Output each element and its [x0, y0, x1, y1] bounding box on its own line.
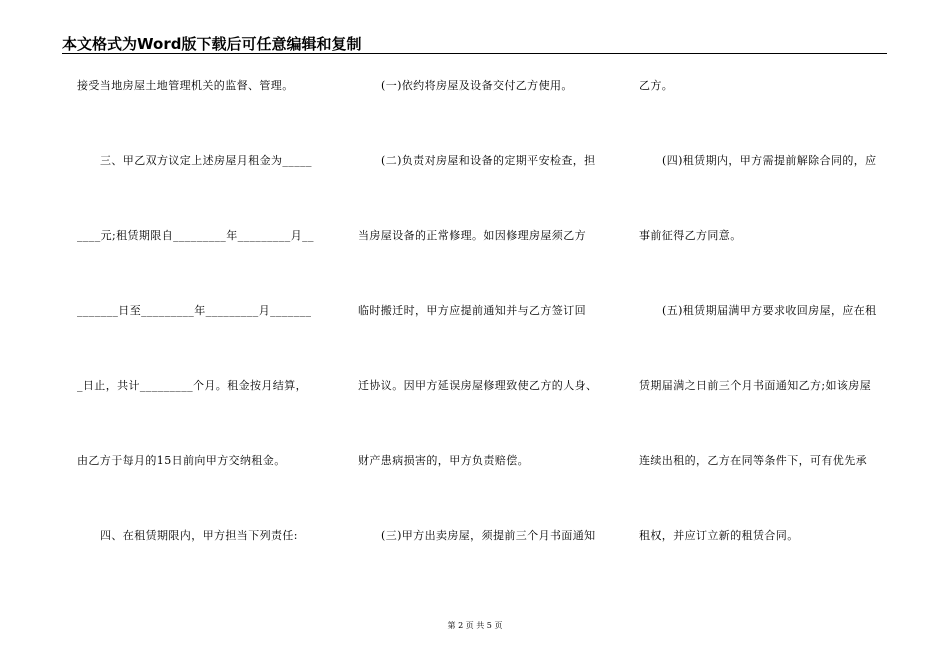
paragraph-line: 财产患病损害的，甲方负责赔偿。 — [358, 454, 529, 467]
paragraph-line: 租权，并应订立新的租赁合同。 — [639, 529, 799, 542]
paragraph-line: (二)负责对房屋和设备的定期平安检查，担 — [381, 154, 596, 167]
paragraph-line: (三)甲方出卖房屋，须提前三个月书面通知 — [381, 529, 596, 542]
paragraph-line: 乙方。 — [639, 79, 674, 92]
paragraph-line: 当房屋设备的正常修理。如因修理房屋须乙方 — [358, 229, 586, 242]
paragraph-line: (四)租赁期内，甲方需提前解除合同的，应 — [662, 154, 877, 167]
paragraph-line: 由乙方于每月的15日前向甲方交纳租金。 — [77, 454, 286, 467]
paragraph-line: 临时搬迁时，甲方应提前通知并与乙方签订回 — [358, 304, 586, 317]
paragraph-line: 接受当地房屋土地管理机关的监督、管理。 — [77, 79, 294, 92]
paragraph-line: _日止，共计_________个月。租金按月结算， — [77, 379, 307, 392]
paragraph-line: _______日至_________年_________月_______ — [77, 304, 312, 317]
paragraph-line: 赁期届满之日前三个月书面通知乙方;如该房屋 — [639, 379, 872, 392]
paragraph-line: ____元;租赁期限自_________年_________月__ — [77, 229, 314, 242]
header-divider — [62, 53, 887, 54]
paragraph-line: (五)租赁期届满甲方要求收回房屋，应在租 — [662, 304, 877, 317]
paragraph-line: (一)依约将房屋及设备交付乙方使用。 — [381, 79, 573, 92]
paragraph-line: 四、在租赁期限内，甲方担当下列责任: — [100, 529, 298, 542]
paragraph-line: 三、甲乙双方议定上述房屋月租金为_____ — [100, 154, 312, 167]
paragraph-line: 迁协议。因甲方延误房屋修理致使乙方的人身、 — [358, 379, 598, 392]
page-number-footer: 第 2 页 共 5 页 — [447, 621, 503, 630]
document-header-title: 本文格式为Word版下载后可任意编辑和复制 — [62, 35, 362, 53]
paragraph-line: 连续出租的，乙方在同等条件下，可有优先承 — [639, 454, 867, 467]
paragraph-line: 事前征得乙方同意。 — [639, 229, 742, 242]
